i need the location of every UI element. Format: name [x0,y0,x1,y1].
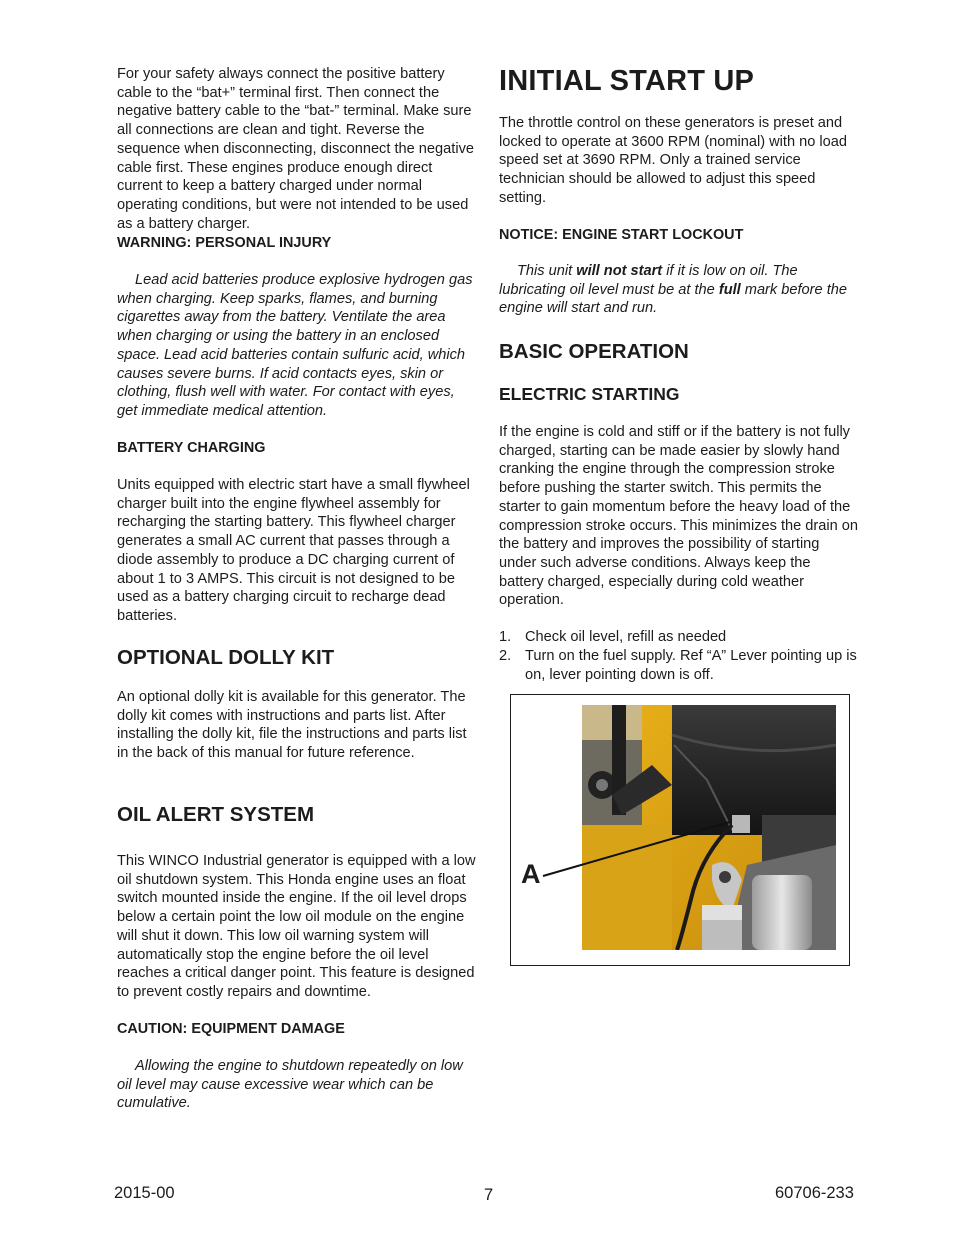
page-title: INITIAL START UP [499,65,755,97]
page-number: 7 [484,1186,494,1204]
notice-heading: NOTICE: ENGINE START LOCKOUT [499,227,744,243]
footer-date: 2015-00 [114,1184,175,1202]
oil-alert-text: This WINCO Industrial generator is equipped with a low oil shutdown system. This Honda engine uses an float switch mounted inside the engine. If the oil level drops below a certain point the low oil module on the engine will shut it down. This low oil warning system will automatically stop the engine before the oil level reaches a critical danger point. This feature is designed to prevent costly repairs and downtime. [117,853,476,1000]
dolly-kit-heading: OPTIONAL DOLLY KIT [117,646,335,669]
notice-emphasis-will-not-start: will not start [576,263,663,279]
notice-text-part: This unit [517,263,577,279]
warning-heading: WARNING: PERSONAL INJURY [117,235,332,251]
list-item-number: 2. [499,648,512,664]
fuel-valve-figure [510,694,850,966]
list-item-text: Turn on the fuel supply. Ref “A” Lever pointing up is on, lever pointing down is off. [525,648,857,683]
basic-operation-heading: BASIC OPERATION [499,340,689,363]
footer-doc-number: 60706-233 [775,1184,854,1202]
dolly-kit-text: An optional dolly kit is available for this generator. The dolly kit comes with instructions and parts list. After installing the dolly kit, file the instructions and parts list in the back of this manual for future reference. [117,689,467,762]
generator-photo [582,705,836,950]
callout-label-a: A [521,859,541,889]
battery-charging-heading: BATTERY CHARGING [117,440,266,456]
notice-text-part: mark before the engine will start and run. [499,281,847,317]
notice-emphasis-full: full [718,281,741,298]
list-item-text: Check oil level, refill as needed [525,629,727,645]
oil-alert-heading: OIL ALERT SYSTEM [117,803,315,826]
caution-text: Allowing the engine to shutdown repeatedly on low oil level may cause excessive wear which can be cumulative. [117,1058,463,1112]
notice-text-part: if it is low on oil. The lubricating oil level must be at the [499,263,798,298]
list-item [499,628,859,647]
electric-starting-text: If the engine is cold and stiff or if the battery is not fully charged, starting can be made easier by slowly hand cranking the engine through the compression stroke before pushing the starter switch. This permits the starter to gain momentum before the heavy load of the compression stroke occurs. This minimizes the drain on the battery and improves the possibility of starting under such adverse conditions. Always keep the battery charged, especially during cold weather operation. [499,424,859,609]
electric-starting-heading: ELECTRIC STARTING [499,384,680,404]
battery-charging-text: Units equipped with electric start have a small flywheel charger built into the engine flywheel assembly for recharging the starting battery. This flywheel charger generates a small AC current that passes through a diode assembly to produce a DC charging current of about 1 to 3 AMPS. This circuit is not designed to be used as a battery charging circuit to recharge dead batteries. [117,477,470,624]
list-item [499,647,859,684]
list-item-number: 1. [499,629,512,645]
warning-text: Lead acid batteries produce explosive hydrogen gas when charging. Keep sparks, flames, and burning cigarettes away from the battery. Ventilate the area when charging or using the battery in an enclosed space. Lead acid batteries contain sulfuric acid, which causes severe burns. If acid contacts eyes, skin or clothing, flush well with water. For contact with eyes, get immediate medical attention. [117,272,473,419]
throttle-text: The throttle control on these generators is preset and locked to operate at 3600 RPM (nominal) with no load speed set at 3690 RPM. Only a trained service technician should be allowed to adjust this speed setting. [499,115,848,206]
battery-safety-paragraph: For your safety always connect the positive battery cable to the “bat+” terminal first. Then connect the negative battery cable to the “bat-” terminal. Make sure all connections are clean and tight. Reverse the sequence when disconnecting, disconnect the negative cable first. These engines produce enough direct current to keep a battery charged under normal operating conditions, but were not intended to be used as a battery charger. [117,66,474,232]
caution-heading: CAUTION: EQUIPMENT DAMAGE [117,1021,345,1037]
notice-text [499,262,859,318]
